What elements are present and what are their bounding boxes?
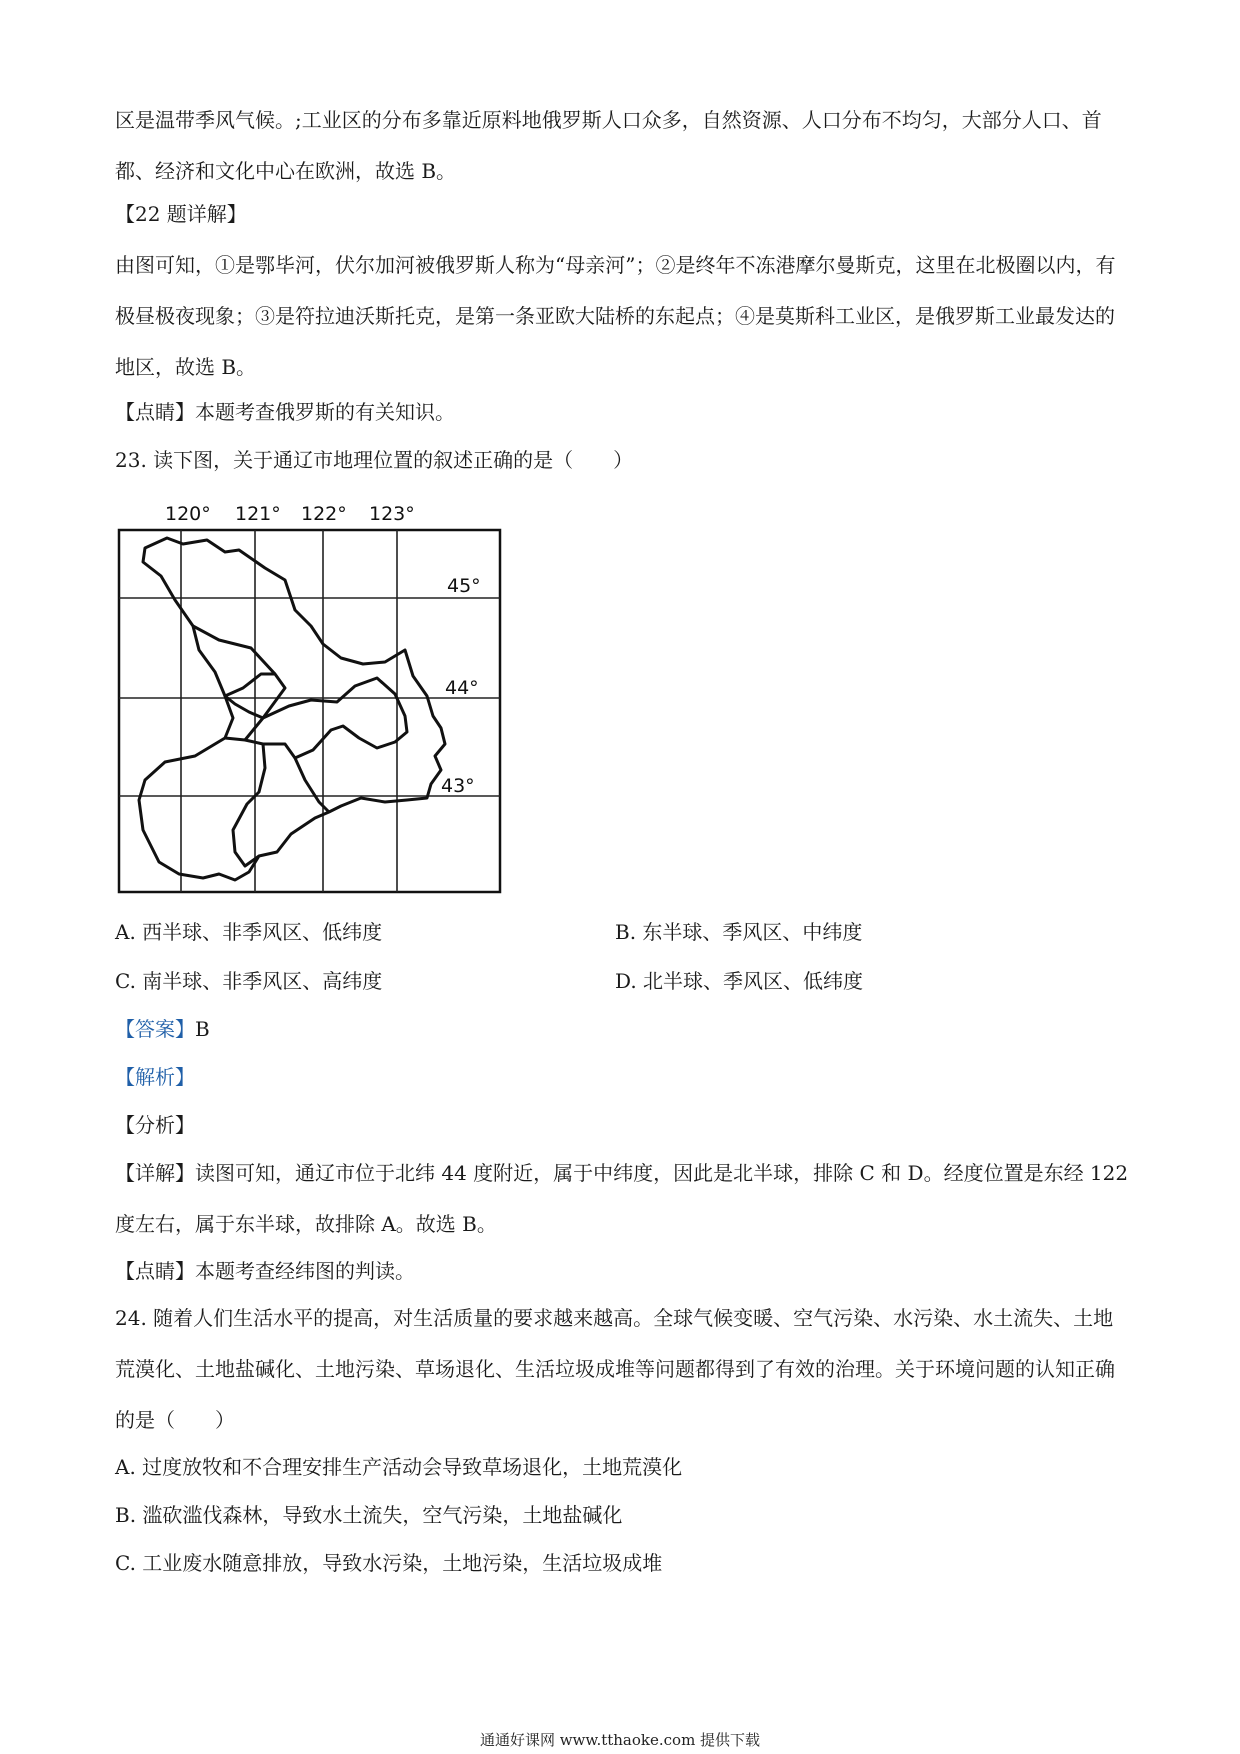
- map-border: [119, 530, 500, 892]
- q23-option-b: B. 东半球、季风区、中纬度: [615, 920, 863, 944]
- boundary-inner-4: [295, 758, 329, 812]
- footer-source: 通通好课网 www.tthaoke.com 提供下载: [479, 1731, 761, 1749]
- answer-label: 【答案】: [115, 1017, 195, 1041]
- boundary-inner-3: [233, 744, 265, 866]
- q22-heading: 【22 题详解】: [115, 202, 247, 226]
- boundary-outer: [139, 538, 445, 880]
- lat-label-44: 44°: [445, 677, 479, 699]
- lon-label-123: 123°: [369, 503, 415, 525]
- q24-option-a: A. 过度放牧和不合理安排生产活动会导致草场退化，土地荒漠化: [115, 1455, 683, 1479]
- q23-option-c: C. 南半球、非季风区、高纬度: [115, 969, 383, 993]
- q23-option-d: D. 北半球、季风区、低纬度: [615, 969, 864, 993]
- paragraph-q21-end: 区是温带季风气候。;工业区的分布多靠近原料地俄罗斯人口众多，自然资源、人口分布不均匀，大部分人口、首都、经济和文化中心在欧洲，故选 B。: [115, 108, 1102, 183]
- q24-option-b: B. 滥砍滥伐森林，导致水土流失，空气污染，土地盐碱化: [115, 1503, 623, 1527]
- q23-stem: 23. 读下图，关于通辽市地理位置的叙述正确的是（ ）: [115, 448, 634, 472]
- q23-note: 【点睛】本题考查经纬图的判读。: [115, 1259, 415, 1283]
- q23-answer: [115, 1004, 1130, 1055]
- lon-label-121: 121°: [235, 503, 281, 525]
- q23-fenxi: 【分析】: [115, 1113, 195, 1137]
- map-frame: [119, 530, 500, 892]
- map-grid: [119, 530, 500, 892]
- boundary-inner-5: [193, 626, 275, 674]
- lon-label-120: 120°: [165, 503, 211, 525]
- lat-label-45: 45°: [447, 575, 481, 597]
- lat-label-43: 43°: [441, 775, 475, 797]
- boundary-inner-1: [225, 678, 407, 758]
- tongliao-map: [115, 500, 535, 900]
- lon-label-122: 122°: [301, 503, 347, 525]
- q24-stem: 24. 随着人们生活水平的提高，对生活质量的要求越来越高。全球气候变暖、空气污染、水污染、水土流失、土地荒漠化、土地盐碱化、土地污染、草场退化、生活垃圾成堆等问题都得到了有效的治理。关于环境问题的认知正确的是（ ）: [115, 1306, 1115, 1432]
- q24-option-c: C. 工业废水随意排放，导致水污染，土地污染，生活垃圾成堆: [115, 1551, 663, 1575]
- q22-note: 【点睛】本题考查俄罗斯的有关知识。: [115, 400, 455, 424]
- answer-value: B: [195, 1017, 210, 1041]
- q22-explanation: 由图可知，①是鄂毕河，伏尔加河被俄罗斯人称为“母亲河”；②是终年不冻港摩尔曼斯克，这里在北极圈以内，有极昼极夜现象；③是符拉迪沃斯托克，是第一条亚欧大陆桥的东起点；④是莫斯科工业区，是俄罗斯工业最发达的地区，故选 B。: [115, 253, 1116, 379]
- q23-detail: 【详解】读图可知，通辽市位于北纬 44 度附近，属于中纬度，因此是北半球，排除 C 和 D。经度位置是东经 122 度左右，属于东半球，故排除 A。故选 B。: [115, 1161, 1129, 1236]
- q23-option-a: A. 西半球、非季风区、低纬度: [115, 920, 383, 944]
- q23-analysis-label: 【解析】: [115, 1065, 195, 1089]
- city-boundary: [139, 538, 445, 880]
